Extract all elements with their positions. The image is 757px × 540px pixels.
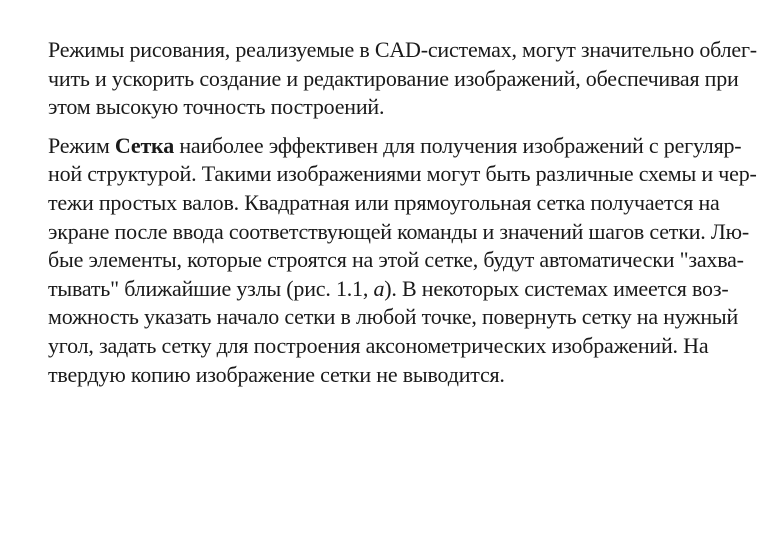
figure-reference-italic: а — [373, 275, 385, 301]
text-line: чить и ускорить создание и редактирование изображений, обеспечивая при — [48, 65, 739, 91]
text-line: ной структурой. Такими изображениями могут быть различные схемы и чер- — [48, 161, 757, 187]
text-line: бые элементы, которые строятся на этой сетке, будут автоматически "захва- — [48, 247, 744, 273]
text-fragment: ). В некоторых системах имеется воз- — [384, 275, 729, 301]
text-line — [48, 132, 742, 161]
text-line: экране после ввода соответствующей команды и значений шагов сетки. Лю- — [48, 218, 749, 244]
text-line: этом высокую точность построений. — [48, 94, 385, 120]
text-fragment: Режим — [48, 132, 110, 158]
text-line: можность указать начало сетки в любой точке, повернуть сетку на нужный — [48, 304, 739, 330]
text-fragment: наиболее эффективен для получения изображений с регуляр- — [179, 132, 742, 158]
text-line: угол, задать сетку для построения аксонометрических изображений. На — [48, 332, 709, 358]
text-line: тежи простых валов. Квадратная или прямоугольная сетка получается на — [48, 189, 720, 215]
text-line: Режимы рисования, реализуемые в CAD-системах, могут значительно облег- — [48, 37, 757, 62]
term-grid-bold: Сетка — [114, 132, 174, 158]
paragraph-drawing-modes — [48, 36, 757, 122]
text-fragment: тывать" ближайшие узлы (рис. 1.1, — [48, 275, 369, 301]
paragraph-grid-mode — [48, 132, 757, 389]
text-line: твердую копию изображение сетки не выводится. — [48, 361, 505, 387]
document-page — [48, 36, 757, 389]
text-line — [48, 275, 729, 304]
